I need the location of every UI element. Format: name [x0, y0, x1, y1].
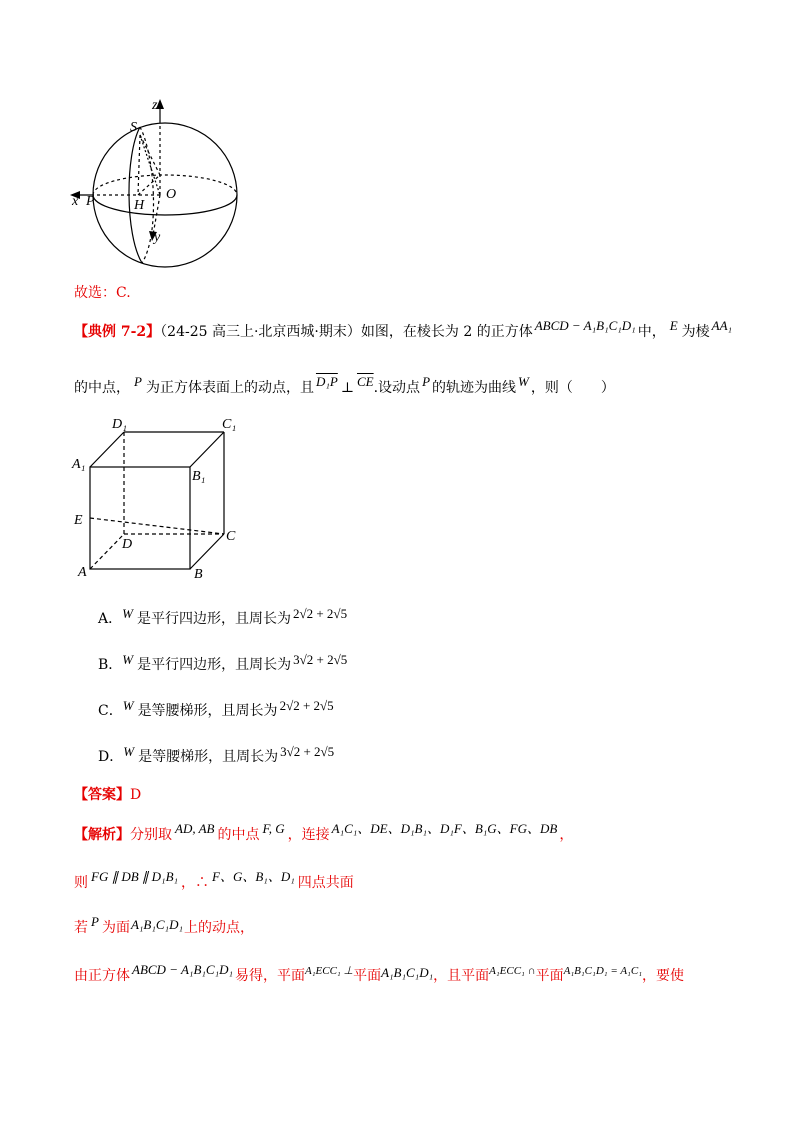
example-source: （24-25 高三上·北京西城·期末）如图，在棱长为 2 的正方体	[160, 324, 533, 340]
example-text-a: 的中点，	[74, 380, 130, 396]
sphere-figure	[60, 95, 260, 275]
math-p: P	[91, 914, 99, 929]
analysis-text: 的中点	[217, 827, 260, 843]
point-s-label: S	[130, 120, 137, 135]
perp-symbol: ⊥	[340, 380, 354, 396]
analysis-tag: 【解析】	[74, 827, 130, 843]
point-p-2: P	[422, 374, 431, 389]
math-segments: A₁C₁、DE、D₁B₁、D₁F、B₁G、FG、DB	[331, 821, 558, 836]
option-letter: C．	[98, 703, 123, 719]
analysis-text: 平面	[535, 968, 564, 984]
math-ad-ab: AD, AB	[175, 821, 215, 836]
option-text: 是平行四边形，且周长为	[137, 657, 292, 673]
option-letter: B．	[98, 657, 123, 673]
math-cube: ABCD − A₁B₁C₁D₁	[132, 962, 233, 977]
curve-w: W	[122, 652, 134, 667]
curve-w: W	[518, 374, 529, 389]
point-e-label: E	[74, 513, 83, 528]
point-h-label: H	[134, 198, 145, 213]
option-text: 是等腰梯形，且周长为	[138, 749, 279, 765]
curve-w: W	[122, 698, 134, 713]
vertex-c1-label: C₁	[222, 417, 237, 432]
option-formula: 2√2 + 2√5	[292, 606, 348, 621]
math-plane-1: A₁ECC₁ ⊥	[305, 965, 354, 977]
analysis-line-1	[74, 818, 573, 844]
example-mid2: 为棱	[681, 324, 710, 340]
example-text-d: 的轨迹为曲线	[432, 380, 517, 396]
analysis-line-2	[74, 866, 354, 892]
analysis-text: 若	[74, 920, 88, 936]
option-b[interactable]	[98, 652, 347, 674]
example-text-e: ，则（ ）	[530, 380, 615, 396]
example-mid1: 中，	[637, 324, 666, 340]
analysis-line-4	[74, 962, 684, 985]
previous-answer: 故选：C.	[74, 285, 131, 301]
vertex-a-label: A	[78, 565, 87, 580]
vector-d1p: D₁P	[315, 374, 338, 389]
analysis-line-3	[74, 914, 254, 937]
example-text-c: .设动点	[373, 380, 421, 396]
option-formula: 3√2 + 2√5	[293, 652, 348, 667]
answer-tag: 【答案】	[74, 787, 130, 803]
analysis-text: 四点共面	[297, 875, 354, 891]
example-text-b: 为正方体表面上的动点，且	[145, 380, 314, 396]
analysis-text: 则	[74, 875, 88, 891]
math-fg: F, G	[262, 821, 285, 836]
option-formula: 3√2 + 2√5	[280, 744, 335, 759]
edge-aa1: AA₁	[711, 318, 733, 333]
point-p: P	[134, 374, 142, 389]
z-axis-label: z	[152, 98, 158, 113]
analysis-text: ，	[559, 827, 574, 843]
answer-value: D	[130, 787, 142, 803]
vertex-d1-label: D₁	[112, 417, 127, 432]
example-line-2	[74, 374, 615, 397]
vector-ce: $\overline{CE}$	[356, 374, 374, 389]
math-face: A₁B₁C₁D₁	[130, 917, 183, 932]
math-plane-4: A₁B₁C₁D₁ = A₁C₁	[563, 965, 643, 977]
vertex-a1-label: A₁	[72, 457, 86, 472]
point-e: E	[669, 318, 678, 333]
math-points: F、G、B₁、D₁	[212, 869, 295, 884]
analysis-text: 为面	[101, 920, 130, 936]
option-a[interactable]	[98, 606, 347, 628]
analysis-text: ，要使	[642, 968, 685, 984]
analysis-text: 平面	[353, 968, 382, 984]
vertex-b1-label: B₁	[192, 469, 206, 484]
y-axis-label: y	[154, 230, 161, 245]
curve-w: W	[123, 744, 135, 759]
option-formula: 2√2 + 2√5	[279, 698, 334, 713]
analysis-text: 上的动点，	[183, 920, 254, 936]
option-text: 是平行四边形，且周长为	[136, 611, 291, 627]
analysis-text: ，且平面	[433, 968, 490, 984]
option-text: 是等腰梯形，且周长为	[137, 703, 278, 719]
vertex-b-label: B	[194, 567, 203, 582]
option-letter: D．	[98, 749, 124, 765]
analysis-text: ，∴	[181, 875, 210, 891]
curve-w: W	[122, 606, 133, 621]
example-line-1	[74, 318, 732, 341]
math-plane-3: A₁ECC₁ ∩	[489, 965, 536, 977]
option-letter: A．	[98, 611, 123, 627]
answer-line	[74, 784, 141, 804]
analysis-text: ，连接	[287, 827, 330, 843]
point-o-label: O	[166, 187, 177, 202]
example-tag: 【典例 7-2】	[74, 324, 161, 340]
math-plane-2: A₁B₁C₁D₁	[381, 965, 434, 980]
vertex-d-label: D	[122, 537, 133, 552]
analysis-text: 分别取	[130, 827, 172, 843]
analysis-text: 易得，平面	[235, 968, 305, 984]
cube-figure	[70, 412, 250, 582]
vertex-c-label: C	[226, 529, 236, 544]
option-d[interactable]	[98, 744, 334, 766]
option-c[interactable]	[98, 698, 334, 720]
math-parallel: FG ∥ DB ∥ D₁B₁	[91, 869, 179, 884]
x-axis-label: x	[72, 194, 79, 209]
analysis-text: 由正方体	[74, 968, 130, 984]
point-p-label: P	[86, 194, 95, 209]
cube-name: ABCD − A₁B₁C₁D₁	[534, 318, 636, 333]
